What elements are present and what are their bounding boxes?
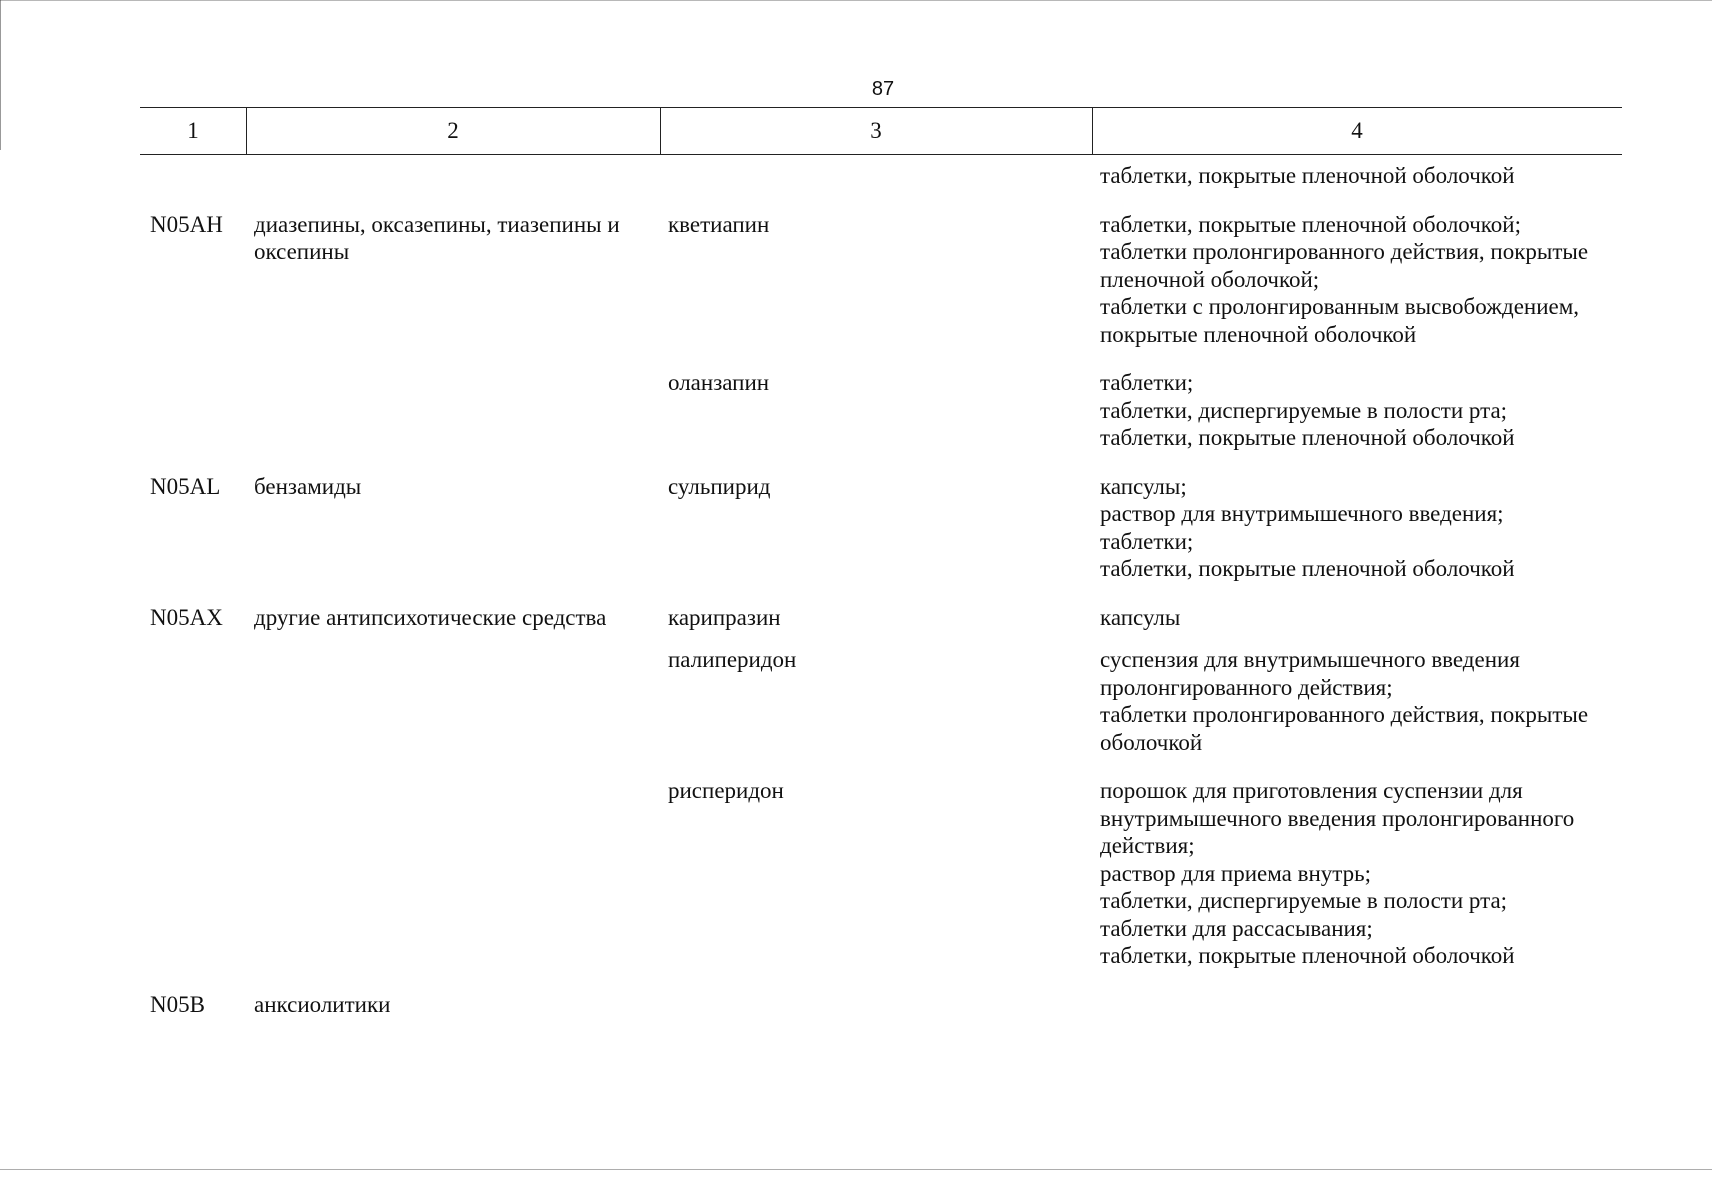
- dosage-forms-cell: [1092, 162, 1622, 190]
- atc-code-cell: N05AX: [150, 604, 223, 630]
- dosage-form-line: таблетки, диспергируемые в полости рта;: [1100, 397, 1508, 423]
- group-name-cell: [246, 369, 660, 452]
- page-number: 87: [871, 78, 895, 100]
- dosage-form-line: таблетки пролонгированного действия, покрытые: [1100, 702, 1589, 727]
- dosage-form-line: капсулы;: [1100, 473, 1187, 499]
- dosage-form-line: покрытые пленочной оболочкой: [1100, 321, 1417, 347]
- atc-code-cell: [140, 162, 246, 190]
- table-row: [140, 473, 1622, 583]
- dosage-forms-cell: [1092, 777, 1622, 970]
- dosage-form-line: таблетки с пролонгированным высвобождением,: [1100, 294, 1580, 319]
- table-row: [140, 777, 1622, 970]
- table-row: [140, 211, 1622, 349]
- dosage-form-line: суспензия для внутримышечного введения: [1100, 647, 1520, 672]
- substance-name-cell: [660, 162, 1092, 190]
- group-name-cell: другие антипсихотические средства: [254, 604, 607, 630]
- dosage-form-line: пленочной оболочкой;: [1100, 266, 1320, 292]
- dosage-form-line: таблетки пролонгированного действия, покрытые: [1100, 239, 1589, 264]
- table-header-bottom-rule: [140, 154, 1622, 155]
- substance-name-cell: рисперидон: [668, 778, 784, 803]
- table-row: [140, 991, 1622, 1019]
- dosage-forms-cell: [1092, 211, 1622, 349]
- dosage-form-line: таблетки;: [1100, 528, 1194, 554]
- dosage-form-line: раствор для внутримышечного введения;: [1100, 501, 1504, 526]
- dosage-form-line: таблетки, покрытые пленочной оболочкой;: [1100, 211, 1521, 237]
- atc-code-cell: N05AH: [150, 211, 223, 237]
- substance-name-cell: карипразин: [668, 604, 781, 630]
- table-row: [140, 604, 1622, 632]
- substance-name-cell: палиперидон: [668, 647, 797, 672]
- dosage-form-line: таблетки, диспергируемые в полости рта;: [1100, 888, 1508, 913]
- column-header-1: 1: [187, 118, 199, 143]
- substance-name-cell: [660, 991, 1092, 1019]
- dosage-form-line: пролонгированного действия;: [1100, 674, 1393, 700]
- atc-code-cell: [140, 646, 246, 756]
- dosage-form-line: таблетки, покрытые пленочной оболочкой: [1100, 556, 1515, 581]
- substance-name-cell: оланзапин: [668, 370, 770, 395]
- scan-edge-top: [0, 0, 1712, 1]
- dosage-form-line: внутримышечного введения пролонгированного: [1100, 805, 1575, 831]
- group-name-cell: анксиолитики: [254, 991, 391, 1017]
- table-row: [140, 162, 1622, 190]
- dosage-form-line: порошок для приготовления суспензии для: [1100, 778, 1523, 803]
- dosage-form-line: таблетки, покрытые пленочной оболочкой: [1100, 943, 1515, 968]
- column-header-3: 3: [870, 118, 882, 143]
- substance-name-cell: кветиапин: [668, 211, 770, 237]
- table-row: [140, 646, 1622, 756]
- dosage-form-line: капсулы: [1100, 604, 1181, 630]
- column-header-4: 4: [1351, 118, 1363, 143]
- group-name-cell: [246, 777, 660, 970]
- dosage-form-line: таблетки, покрытые пленочной оболочкой: [1100, 163, 1515, 188]
- table-row: [140, 369, 1622, 452]
- dosage-forms-cell: [1092, 646, 1622, 756]
- dosage-form-line: действия;: [1100, 833, 1195, 858]
- dosage-forms-cell: [1092, 369, 1622, 452]
- scan-edge-bottom: [0, 1169, 1712, 1170]
- group-name-cell: бензамиды: [254, 473, 362, 499]
- table-body: [140, 162, 1622, 1018]
- dosage-form-line: таблетки;: [1100, 370, 1194, 395]
- dosage-forms-cell: [1092, 473, 1622, 583]
- substance-name-cell: сульпирид: [668, 473, 771, 499]
- atc-code-cell: [140, 777, 246, 970]
- dosage-forms-cell: [1092, 604, 1622, 632]
- scan-edge-left: [0, 0, 1, 150]
- group-name-cell: диазепины, оксазепины, тиазепины и оксепины: [254, 211, 620, 264]
- dosage-form-line: оболочкой: [1100, 729, 1203, 755]
- group-name-cell: [246, 162, 660, 190]
- atc-code-cell: [140, 369, 246, 452]
- group-name-cell: [246, 646, 660, 756]
- column-header-2: 2: [447, 118, 459, 143]
- dosage-forms-cell: [1092, 991, 1622, 1019]
- atc-code-cell: N05AL: [150, 473, 221, 499]
- dosage-form-line: таблетки, покрытые пленочной оболочкой: [1100, 425, 1515, 450]
- atc-code-cell: N05B: [150, 991, 205, 1017]
- dosage-form-line: раствор для приема внутрь;: [1100, 860, 1371, 886]
- dosage-form-line: таблетки для рассасывания;: [1100, 915, 1373, 941]
